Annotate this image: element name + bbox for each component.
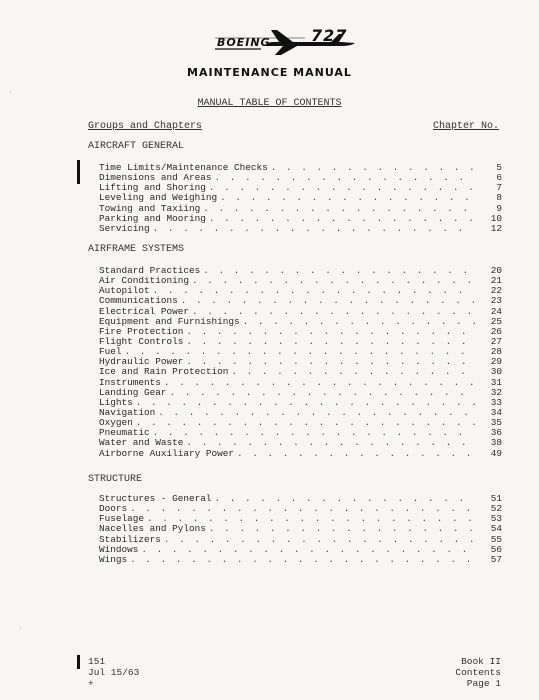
toc-entry-chapter-number: 31	[490, 376, 502, 388]
dot-leader	[186, 337, 475, 347]
footer-page-code: 151	[88, 656, 106, 667]
toc-entry	[99, 398, 502, 408]
section-entries-structure	[99, 494, 502, 565]
toc-entry	[99, 276, 502, 286]
toc-entry	[99, 214, 502, 224]
footer-book: Book II	[461, 656, 501, 667]
dot-leader	[130, 504, 475, 514]
section-entries-airframe-systems	[99, 266, 502, 459]
dot-leader	[136, 418, 475, 428]
dot-leader	[220, 193, 475, 203]
toc-entry-chapter-number: 33	[490, 396, 502, 408]
toc-entry-label: Water and Waste	[99, 437, 184, 449]
toc-title: MANUAL TABLE OF CONTENTS	[197, 98, 342, 109]
toc-entry	[99, 555, 502, 565]
toc-entry-label: Electrical Power	[99, 305, 190, 317]
scan-mark: ˌ	[8, 84, 14, 94]
toc-entry-chapter-number: 9	[496, 202, 502, 214]
toc-entry-label: Towing and Taxiing	[99, 202, 201, 214]
toc-entry-chapter-number: 29	[490, 356, 502, 368]
toc-entry-label: Pneumatic	[99, 427, 150, 439]
toc-entry-label: Parking and Mooring	[99, 212, 206, 224]
toc-entry-chapter-number: 28	[490, 346, 502, 358]
dot-leader	[237, 449, 475, 459]
section-title-airframe-systems: AIRFRAME SYSTEMS	[88, 244, 185, 255]
toc-entry-chapter-number: 20	[490, 265, 502, 276]
dot-leader	[192, 276, 475, 286]
toc-entry-chapter-number: 10	[490, 212, 502, 224]
dot-leader	[243, 317, 475, 327]
toc-entry-label: Hydraulic Power	[99, 356, 184, 368]
toc-entry	[99, 504, 502, 514]
toc-entry-label: Nacelles and Pylons	[99, 523, 206, 535]
toc-entry-label: Instruments	[99, 376, 161, 388]
toc-entry-label: Doors	[99, 503, 128, 515]
column-heading-groups: Groups and Chapters	[88, 121, 203, 132]
scan-mark: ˌ	[18, 620, 24, 630]
toc-entry-chapter-number: 25	[490, 315, 502, 327]
toc-entry-label: Lifting and Shoring	[99, 182, 206, 194]
manual-title: MAINTENANCE MANUAL	[187, 66, 352, 79]
section-entries-aircraft-general	[99, 163, 502, 234]
toc-entry-label: Dimensions and Areas	[99, 172, 212, 184]
toc-entry-chapter-number: 36	[490, 427, 502, 439]
toc-entry-chapter-number: 32	[490, 386, 502, 398]
toc-entry	[99, 224, 502, 234]
model-number: 727	[311, 26, 348, 45]
dot-leader	[186, 357, 475, 367]
dot-leader	[186, 327, 475, 337]
dot-leader	[164, 378, 475, 388]
dot-leader	[271, 163, 475, 173]
footer-part: Contents	[455, 667, 501, 678]
footer-symbol: +	[88, 678, 94, 689]
toc-entry-chapter-number: 56	[490, 543, 502, 555]
dot-leader	[203, 204, 475, 214]
toc-entry-chapter-number: 6	[496, 172, 502, 184]
toc-entry-label: Standard Practices	[99, 265, 201, 276]
dot-leader	[164, 535, 475, 545]
toc-entry-chapter-number: 22	[490, 285, 502, 297]
dot-leader	[141, 545, 475, 555]
toc-entry-label: Lights	[99, 396, 133, 408]
toc-entry-label: Oxygen	[99, 417, 133, 429]
toc-entry-label: Communications	[99, 295, 178, 307]
toc-entry-label: Fire Protection	[99, 325, 184, 337]
toc-entry-label: Stabilizers	[99, 533, 161, 545]
toc-entry	[99, 418, 502, 428]
toc-entry-chapter-number: 54	[490, 523, 502, 535]
toc-entry-chapter-number: 51	[490, 493, 502, 504]
boeing-logo	[213, 22, 363, 64]
dot-leader	[215, 494, 475, 504]
toc-entry-label: Navigation	[99, 406, 156, 418]
dot-leader	[153, 428, 475, 438]
column-heading-chapter-no: Chapter No.	[432, 121, 499, 132]
toc-entry-label: Flight Controls	[99, 335, 184, 347]
toc-entry	[99, 438, 502, 448]
dot-leader	[181, 296, 475, 306]
footer-right	[455, 656, 501, 689]
toc-entry	[99, 337, 502, 347]
toc-entry-chapter-number: 24	[490, 305, 502, 317]
toc-entry	[99, 535, 502, 545]
dot-leader	[130, 555, 475, 565]
toc-entry-label: Time Limits/Maintenance Checks	[99, 162, 268, 173]
toc-entry-chapter-number: 53	[490, 513, 502, 525]
brand-name: BOEING	[217, 36, 271, 49]
toc-entry-label: Autopilot	[99, 285, 150, 297]
toc-entry-chapter-number: 21	[490, 275, 502, 287]
toc-entry-chapter-number: 35	[490, 417, 502, 429]
dot-leader	[215, 173, 475, 183]
toc-entry-label: Wings	[99, 553, 128, 565]
toc-entry	[99, 408, 502, 418]
toc-entry-chapter-number: 30	[490, 366, 502, 378]
toc-entry-label: Airborne Auxiliary Power	[99, 447, 235, 459]
revision-bar	[77, 655, 80, 669]
toc-entry-chapter-number: 38	[490, 437, 502, 449]
toc-entry	[99, 494, 502, 504]
dot-leader	[170, 388, 475, 398]
toc-entry-chapter-number: 26	[490, 325, 502, 337]
toc-entry-chapter-number: 57	[490, 553, 502, 565]
toc-entry-label: Fuselage	[99, 513, 145, 525]
footer-left	[88, 656, 139, 689]
toc-entry-label: Servicing	[99, 222, 150, 234]
toc-entry-label: Ice and Rain Protection	[99, 366, 229, 378]
toc-entry-chapter-number: 55	[490, 533, 502, 545]
dot-leader	[209, 183, 475, 193]
toc-entry-label: Leveling and Weighing	[99, 192, 218, 204]
toc-entry-chapter-number: 23	[490, 295, 502, 307]
dot-leader	[136, 398, 475, 408]
revision-bar	[77, 160, 80, 184]
footer-date: Jul 15/63	[88, 667, 140, 678]
toc-entry	[99, 449, 502, 459]
toc-entry	[99, 388, 502, 398]
toc-entry-chapter-number: 27	[490, 335, 502, 347]
toc-entry-chapter-number: 5	[496, 162, 502, 173]
toc-entry-chapter-number: 8	[496, 192, 502, 204]
section-title-aircraft-general: AIRCRAFT GENERAL	[88, 141, 185, 152]
dot-leader	[153, 224, 475, 234]
toc-entry-label: Fuel	[99, 346, 122, 358]
section-title-structure: STRUCTURE	[88, 474, 143, 485]
footer-page: Page 1	[466, 678, 501, 689]
toc-entry-label: Air Conditioning	[99, 275, 190, 287]
dot-leader	[158, 408, 475, 418]
toc-entry-chapter-number: 7	[496, 182, 502, 194]
dot-leader	[209, 524, 475, 534]
dot-leader	[153, 286, 475, 296]
toc-entry-chapter-number: 12	[490, 222, 502, 234]
toc-entry	[99, 545, 502, 555]
toc-entry-label: Equipment and Furnishings	[99, 315, 240, 327]
toc-entry-chapter-number: 52	[490, 503, 502, 515]
toc-entry-label: Windows	[99, 543, 139, 555]
dot-leader	[203, 266, 475, 276]
dot-leader	[231, 367, 475, 377]
toc-entry-label: Structures - General	[99, 493, 212, 504]
toc-entry-chapter-number: 34	[490, 406, 502, 418]
dot-leader	[209, 214, 475, 224]
toc-entry-label: Landing Gear	[99, 386, 167, 398]
toc-entry-chapter-number: 49	[490, 447, 502, 459]
